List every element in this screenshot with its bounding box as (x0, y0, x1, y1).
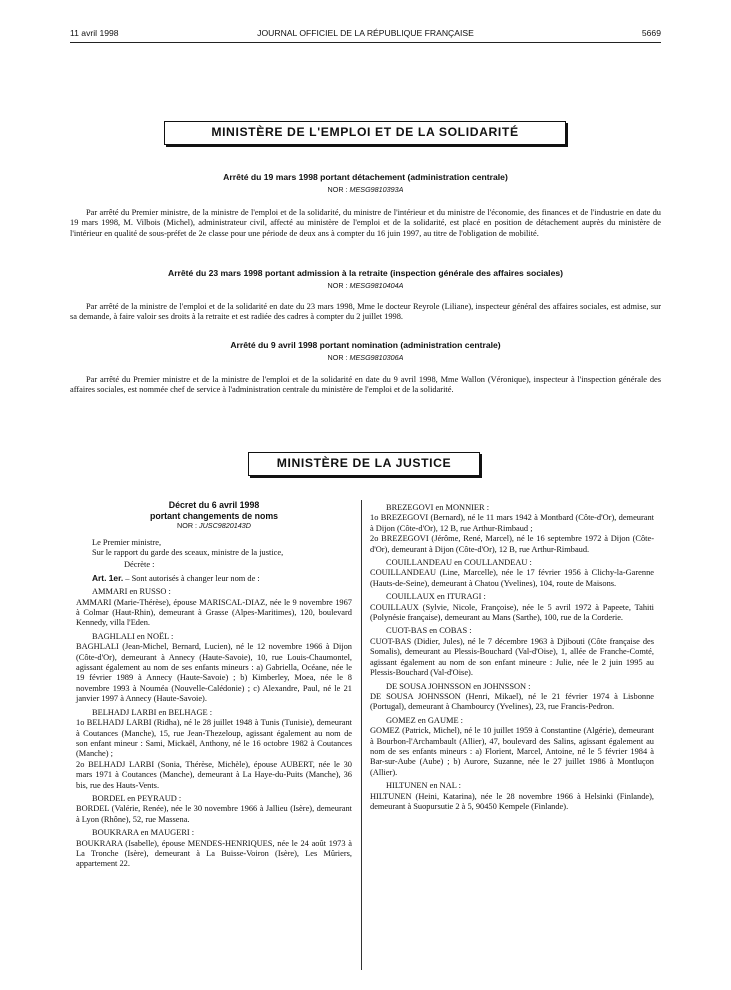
name-change-heading: BELHADJ LARBI en BELHAGE : (92, 707, 213, 717)
left-entries (76, 587, 352, 870)
arrete-2-text: Par arrêté de la ministre de l'emploi et de la solidarité en date du 23 mars 1998, Mme le docteur Reyrole (Liliane), inspecteur général des affaires sociales, est admise, sur sa demande, à faire valoir ses droits à la retraite et est radiée des cadres à compter du 2 juillet 1998. (70, 302, 661, 322)
name-change-entry: 1o BREZEGOVI (Bernard), né le 11 mars 1942 à Montbard (Côte-d'Or), demeurant à Dijon (Côte-d'Or), 12 B, rue Arthur-Rimbaud ; (370, 513, 654, 533)
name-change-entry: COUILLANDEAU (Line, Marcelle), née le 17 février 1956 à Clichy-la-Garenne (Hauts-de-Seine), demeurant à Chatou (Yvelines), 104, route de Maisons. (370, 568, 654, 588)
name-change-entry: 2o BELHADJ LARBI (Sonia, Thérèse, Michèle), épouse AUBERT, née le 30 mars 1971 à Coutances (Manche), demeurant à La Haye-du-Puits (Manche), 36 bis, rue des Hauts-Vents. (76, 759, 352, 790)
name-change-entry: CUOT-BAS (Didier, Jules), né le 7 décembre 1963 à Djibouti (Côte française des Somalis), demeurant au Plessis-Bouchard (Val-d'Oise), 1, allée de Franche-Comté, agissant également au nom de son enfant mineure : Julie, née le 2 juin 1995 au Plessis-Bouchard (Val-d'Oise). (370, 636, 654, 678)
name-change-entry: GOMEZ (Patrick, Michel), né le 10 juillet 1959 à Constantine (Algérie), demeurant à Bourbon-l'Archambault (Allier), 47, boulevard des Salins, agissant également au nom de ses enfants mineurs : a) Florient, Marcel, Antoine, né le 5 février 1984 à Bar-sur-Aube (Aube) ; b) Aurore, Suzanne, née le 27 juillet 1986 à Montluçon (Allier). (370, 726, 654, 777)
name-change-heading: BREZEGOVI en MONNIER : (386, 503, 490, 512)
name-change-entry: BORDEL (Valérie, Renée), née le 30 novembre 1966 à Jallieu (Isère), demeurant à Lyon (Rhône), 52, rue Massena. (76, 804, 352, 824)
decret-article-1: Art. 1er. – Sont autorisés à changer leur nom de : (92, 572, 260, 583)
left-column (76, 500, 352, 870)
name-change-entry: 2o BREZEGOVI (Jérôme, René, Marcel), né le 16 septembre 1972 à Dijon (Côte-d'Or), demeurant à Dijon (Côte-d'Or), 12 B, rue Arthur-Rimbaud. (370, 534, 654, 554)
ministry-emploi-title: MINISTÈRE DE L'EMPLOI ET DE LA SOLIDARITÉ (164, 121, 566, 145)
right-entries (370, 503, 654, 812)
decret-intro-1: Le Premier ministre, (92, 537, 162, 547)
arrete-1-title: Arrêté du 19 mars 1998 portant détachement (administration centrale) (223, 172, 508, 182)
arrete-1-nor: NOR : MESG9810393A (327, 185, 404, 194)
name-change-entry: BOUKRARA (Isabelle), épouse MENDES-HENRIQUES, née le 24 août 1973 à La Tronche (Isère), demeurant à La Buisse-Voiron (Isère), Les Mûriers, appartement 22. (76, 838, 352, 869)
ministry-justice-title: MINISTÈRE DE LA JUSTICE (248, 452, 480, 476)
name-change-heading: COUILLAUX en ITURAGI : (386, 592, 486, 602)
arrete-2-title: Arrêté du 23 mars 1998 portant admission à la retraite (inspection générale des affaires sociales) (168, 268, 563, 278)
header-page-number: 5669 (641, 28, 661, 38)
name-change-entry: COUILLAUX (Sylvie, Nicole, Françoise), née le 5 avril 1972 à Papeete, Tahiti (Polynésie française), demeurant au Mans (Sarthe), 100, rue de la Corderie. (370, 602, 654, 623)
name-change-heading: AMMARI en RUSSO : (92, 587, 171, 597)
header-journal: JOURNAL OFFICIEL DE LA RÉPUBLIQUE FRANÇAISE (257, 28, 474, 38)
name-change-heading: COUILLANDEAU en COULLANDEAU : (386, 558, 532, 568)
page-header (70, 28, 661, 42)
header-rule (70, 42, 661, 43)
column-divider (361, 500, 362, 970)
name-change-heading: BORDEL en PEYRAUD : (92, 793, 182, 803)
header-date: 11 avril 1998 (70, 28, 119, 38)
name-change-heading: BAGHLALI en NOËL : (92, 631, 174, 641)
arrete-3-title: Arrêté du 9 avril 1998 portant nomination (administration centrale) (230, 340, 501, 350)
name-change-entry: BAGHLALI (Jean-Michel, Bernard, Lucien), né le 12 novembre 1966 à Dijon (Côte-d'Or), demeurant à Annecy (Haute-Savoie), 10, rue Louis-Chaumontel, agissant également au nom de ses enfants mineurs : a) Gabriella, Océane, née le 19 février 1989 à Annecy (Haute-Savoie) ; b) Kimberley, Moea, née le 8 novembre 1993 à Nouméa (Nouvelle-Calédonie) ; c) Alexandre, Paul, né le 21 janvier 1997 à Annecy (Haute-Savoie). (76, 642, 352, 704)
decret-title: Décret du 6 avril 1998 portant changements de noms (149, 500, 279, 521)
decret-decrete: Décrète : (124, 560, 155, 570)
name-change-entry: DE SOUSA JOHNSSON (Henri, Mikael), né le 21 février 1974 à Lisbonne (Portugal), demeurant à Chambourcy (Yvelines), 23, rue Francis-Pedron. (370, 691, 654, 712)
decret-nor: NOR : JUSC9820143D (177, 521, 251, 531)
name-change-heading: GOMEZ en GAUME : (386, 715, 463, 725)
name-change-entry: HILTUNEN (Heini, Katarina), née le 28 novembre 1966 à Helsinki (Finlande), demeurant à Suopursutie 2 à 5, 90450 Kempele (Finlande). (370, 791, 654, 811)
right-column (370, 500, 654, 812)
arrete-1-text: Par arrêté du Premier ministre, de la ministre de l'emploi et de la solidarité, du ministre de l'intérieur et du ministre de l'économie, des finances et de l'industrie en date du 19 mars 1998, M. Vilbois (Michel), administrateur civil, affecté au ministère de l'emploi et de la solidarité, est placé en position de détachement auprès du ministère de l'intérieur en qualité de sous-préfet de 2e classe pour une période de deux ans à compter du 16 juin 1997, au titre de l'obligation de mobilité. (70, 208, 661, 238)
name-change-heading: DE SOUSA JOHNSSON en JOHNSSON : (386, 681, 531, 691)
arrete-3-text: Par arrêté du Premier ministre et de la ministre de l'emploi et de la solidarité en date du 9 avril 1998, Mme Wallon (Véronique), inspecteur à l'inspection générale des affaires sociales, est nommée chef de service à l'administration centrale du ministère de l'emploi et de la solidarité. (70, 375, 661, 395)
name-change-heading: BOUKRARA en MAUGERI : (92, 828, 195, 838)
arrete-2-nor: NOR : MESG9810404A (327, 281, 404, 290)
name-change-entry: AMMARI (Marie-Thérèse), épouse MARISCAL-DIAZ, née le 9 novembre 1967 à Colmar (Haut-Rhin), demeurant à Grasse (Alpes-Maritimes), 120, boulevard Kennedy, villa l'Eden. (76, 597, 352, 628)
name-change-heading: HILTUNEN en NAL : (386, 781, 461, 791)
name-change-heading: CUOT-BAS en COBAS : (386, 626, 472, 636)
arrete-3-nor: NOR : MESG9810306A (327, 353, 404, 362)
name-change-entry: 1o BELHADJ LARBI (Ridha), né le 28 juillet 1948 à Tunis (Tunisie), demeurant à Coutances (Manche), 15, rue Jean-Thezeloup, agissant également au nom de son enfant mineur : Sami, Mickaël, Anthony, né le 16 octobre 1982 à Coutances (Manche) ; (76, 718, 352, 759)
decret-intro-2: Sur le rapport du garde des sceaux, ministre de la justice, (92, 548, 284, 557)
